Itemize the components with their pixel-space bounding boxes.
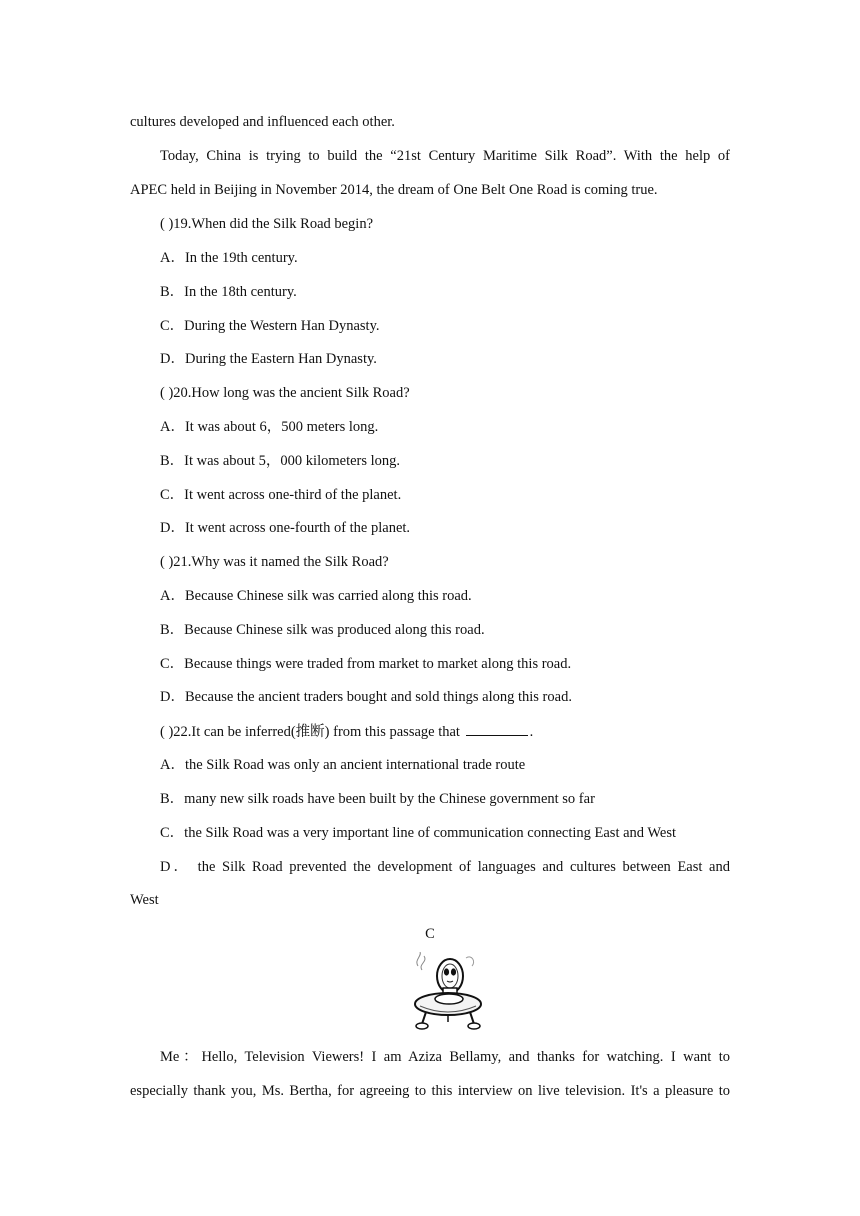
question-22-option-c: C．the Silk Road was a very important line of communication connecting East and West [160,825,677,841]
question-22-option-b: B．many new silk roads have been built by the Chinese government so far [160,791,595,807]
question-22-stem-end: . [529,724,534,740]
question-20-option-d: D．It went across one-fourth of the planet. [160,520,411,536]
question-21-option-a: A．Because Chinese silk was carried along this road. [160,588,472,604]
question-20-option-a: A．It was about 6，500 meters long. [160,419,379,435]
answer-blank [466,721,528,736]
question-21-option-b: B．Because Chinese silk was produced along this road. [160,622,485,638]
dialog-line: especially thank you, Ms. Bertha, for agreeing to this interview on live television. It's a pleasure to [130,1083,730,1099]
dialog-line: Me：Hello, Television Viewers! I am Aziza Bellamy, and thanks for watching. I want to [160,1049,730,1065]
passage-paragraph-line: Today, China is trying to build the “21st Century Maritime Silk Road”. With the help of [160,148,730,164]
question-19-stem: ( )19.When did the Silk Road begin? [160,216,374,232]
alien-ufo-icon [412,952,484,1036]
question-20-stem: ( )20.How long was the ancient Silk Road? [160,385,410,401]
question-20-option-c: C．It went across one-third of the planet. [160,487,402,503]
question-19-option-a: A．In the 19th century. [160,250,298,266]
question-22-option-d-continued: West [130,892,159,908]
question-22-option-d: D． the Silk Road prevented the development of languages and cultures between East and [160,859,730,875]
question-21-option-d: D．Because the ancient traders bought and sold things along this road. [160,689,572,705]
passage-paragraph-line: APEC held in Beijing in November 2014, the dream of One Belt One Road is coming true. [130,182,658,198]
question-21-option-c: C．Because things were traded from market to market along this road. [160,656,572,672]
question-20-option-b: B．It was about 5，000 kilometers long. [160,453,401,469]
passage-line: cultures developed and influenced each other. [130,114,395,130]
question-19-option-d: D．During the Eastern Han Dynasty. [160,351,377,367]
question-19-option-c: C．During the Western Han Dynasty. [160,318,380,334]
question-22-stem-text: ( )22.It can be inferred(推断) from this passage that [160,724,464,740]
section-heading: C [425,926,435,942]
question-22-stem [160,721,730,742]
question-22-option-a: A．the Silk Road was only an ancient international trade route [160,757,526,773]
question-21-stem: ( )21.Why was it named the Silk Road? [160,554,389,570]
question-19-option-b: B．In the 18th century. [160,284,297,300]
